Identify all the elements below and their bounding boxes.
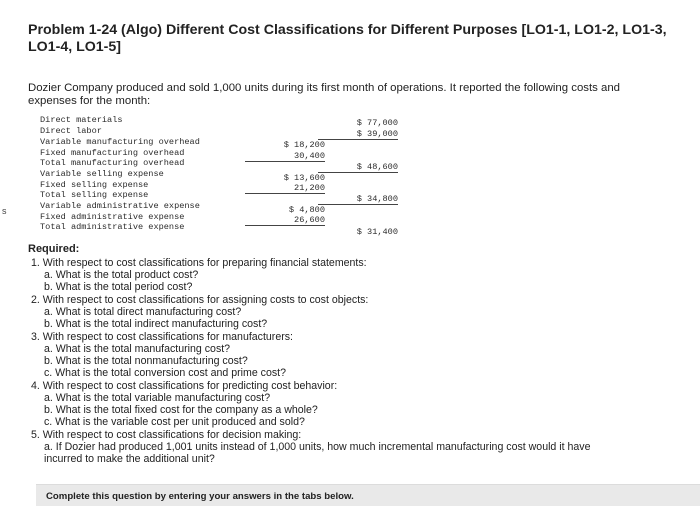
edge-mark: s [2, 206, 7, 216]
total-mfg-overhead-amount: $ 48,600 [318, 162, 398, 173]
cost-label-variable-admin: Variable administrative expense [40, 201, 200, 211]
cost-label-fixed-admin: Fixed administrative expense [40, 212, 185, 222]
cost-label-direct-materials: Direct materials [40, 115, 123, 125]
cost-label-variable-selling: Variable selling expense [40, 169, 164, 179]
cost-label-fixed-mfg-overhead: Fixed manufacturing overhead [40, 148, 185, 158]
question-5a: a. If Dozier had produced 1,001 units instead of 1,000 units, how much incremental manufacturing cost would it have incurred to make the additional unit? [44, 441, 591, 465]
variable-mfg-overhead-amount: $ 18,200 [283, 140, 325, 150]
question-3: 3. With respect to cost classifications for manufacturers: [31, 331, 293, 343]
cost-label-total-selling: Total selling expense [40, 190, 149, 200]
direct-materials-amount: $ 77,000 [356, 118, 398, 128]
cost-label-direct-labor: Direct labor [40, 126, 102, 136]
total-admin-amount: $ 31,400 [356, 227, 398, 237]
problem-title: Problem 1-24 (Algo) Different Cost Classifications for Different Purposes [LO1-1, LO1-2, LO1-3, LO1-4, LO1-5] [28, 22, 667, 55]
fixed-selling-amount: 21,200 [245, 183, 325, 194]
question-1a: a. What is the total product cost? [44, 269, 199, 281]
variable-admin-amount: $ 4,800 [288, 205, 325, 215]
question-3a: a. What is the total manufacturing cost? [44, 343, 231, 355]
variable-selling-amount: $ 13,600 [283, 173, 325, 183]
question-1: 1. With respect to cost classifications for preparing financial statements: [31, 257, 367, 269]
cost-label-variable-mfg-overhead: Variable manufacturing overhead [40, 137, 200, 147]
question-2a: a. What is total direct manufacturing cost? [44, 306, 242, 318]
question-4: 4. With respect to cost classifications for predicting cost behavior: [31, 380, 338, 392]
question-4a: a. What is the total variable manufacturing cost? [44, 392, 271, 404]
problem-intro: Dozier Company produced and sold 1,000 units during its first month of operations. It reported the following costs and expenses for the month: [28, 82, 621, 107]
fixed-mfg-overhead-amount: 30,400 [245, 151, 325, 162]
question-4b: b. What is the total fixed cost for the company as a whole? [44, 404, 318, 416]
tabs-instruction-text: Complete this question by entering your answers in the tabs below. [46, 491, 354, 502]
question-2: 2. With respect to cost classifications for assigning costs to cost objects: [31, 294, 369, 306]
tabs-instruction-bar [36, 484, 700, 506]
cost-label-total-admin: Total administrative expense [40, 222, 185, 232]
question-2b: b. What is the total indirect manufacturing cost? [44, 318, 268, 330]
fixed-admin-amount: 26,600 [245, 215, 325, 226]
question-3b: b. What is the total nonmanufacturing cost? [44, 355, 248, 367]
cost-label-total-mfg-overhead: Total manufacturing overhead [40, 158, 185, 168]
question-1b: b. What is the total period cost? [44, 281, 193, 293]
question-5: 5. With respect to cost classifications for decision making: [31, 429, 302, 441]
question-4c: c. What is the variable cost per unit produced and sold? [44, 416, 305, 428]
question-3c: c. What is the total conversion cost and prime cost? [44, 367, 287, 379]
total-selling-amount: $ 34,800 [318, 194, 398, 205]
cost-label-fixed-selling: Fixed selling expense [40, 180, 149, 190]
required-heading: Required: [28, 243, 80, 255]
direct-labor-amount: $ 39,000 [318, 129, 398, 140]
